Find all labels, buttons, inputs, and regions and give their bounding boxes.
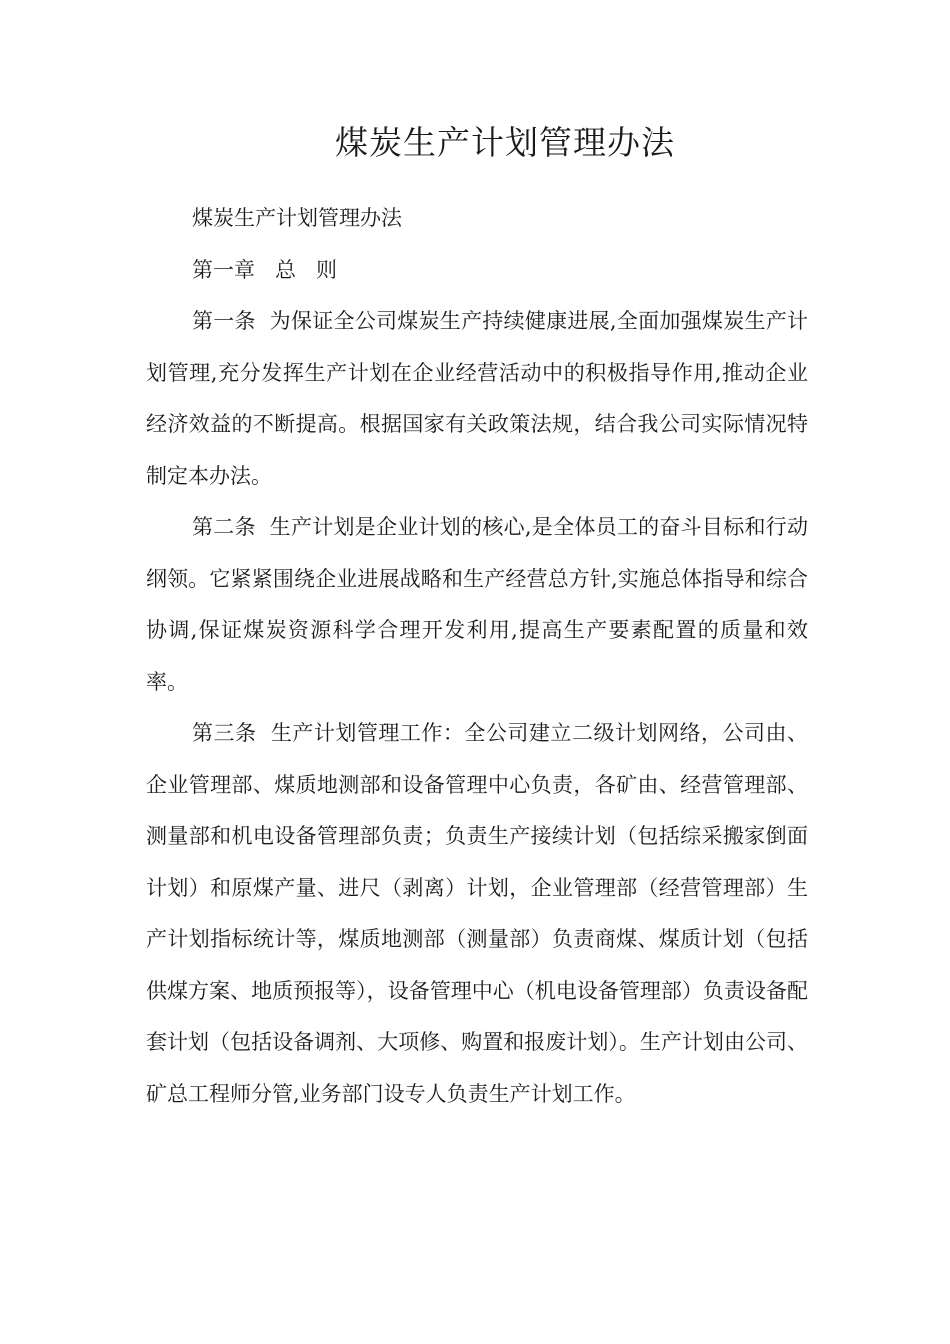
document-body (146, 193, 808, 1120)
paragraph-article-1: 第一条 为保证全公司煤炭生产持续健康进展,全面加强煤炭生产计划管理,充分发挥生产计划在企业经营活动中的积极指导作用,推动企业经济效益的不断提高。根据国家有关政策法规，结合我公司实际情况特制定本办法。 (146, 309, 808, 488)
paragraph-chapter-heading: 第一章 总 则 (192, 257, 338, 282)
document-title: 煤炭生产计划管理办法 (335, 123, 675, 162)
paragraph-article-2: 第二条 生产计划是企业计划的核心,是全体员工的奋斗目标和行动纲领。它紧紧围绕企业进展战略和生产经营总方针,实施总体指导和综合协调,保证煤炭资源科学合理开发利用,提高生产要素配置的质量和效率。 (146, 515, 808, 694)
paragraph-subtitle: 煤炭生产计划管理办法 (192, 206, 402, 230)
paragraph-article-3: 第三条 生产计划管理工作：全公司建立二级计划网络，公司由、企业管理部、煤质地测部和设备管理中心负责，各矿由、经营管理部、测量部和机电设备管理部负责；负责生产接续计划（包括综采搬家倒面计划）和原煤产量、进尺（剥离）计划，企业管理部（经营管理部）生产计划指标统计等，煤质地测部（测量部）负责商煤、煤质计划（包括供煤方案、地质预报等），设备管理中心（机电设备管理部）负责设备配套计划（包括设备调剂、大项修、购置和报废计划）。生产计划由公司、矿总工程师分管,业务部门设专人负责生产计划工作。 (146, 721, 808, 1106)
